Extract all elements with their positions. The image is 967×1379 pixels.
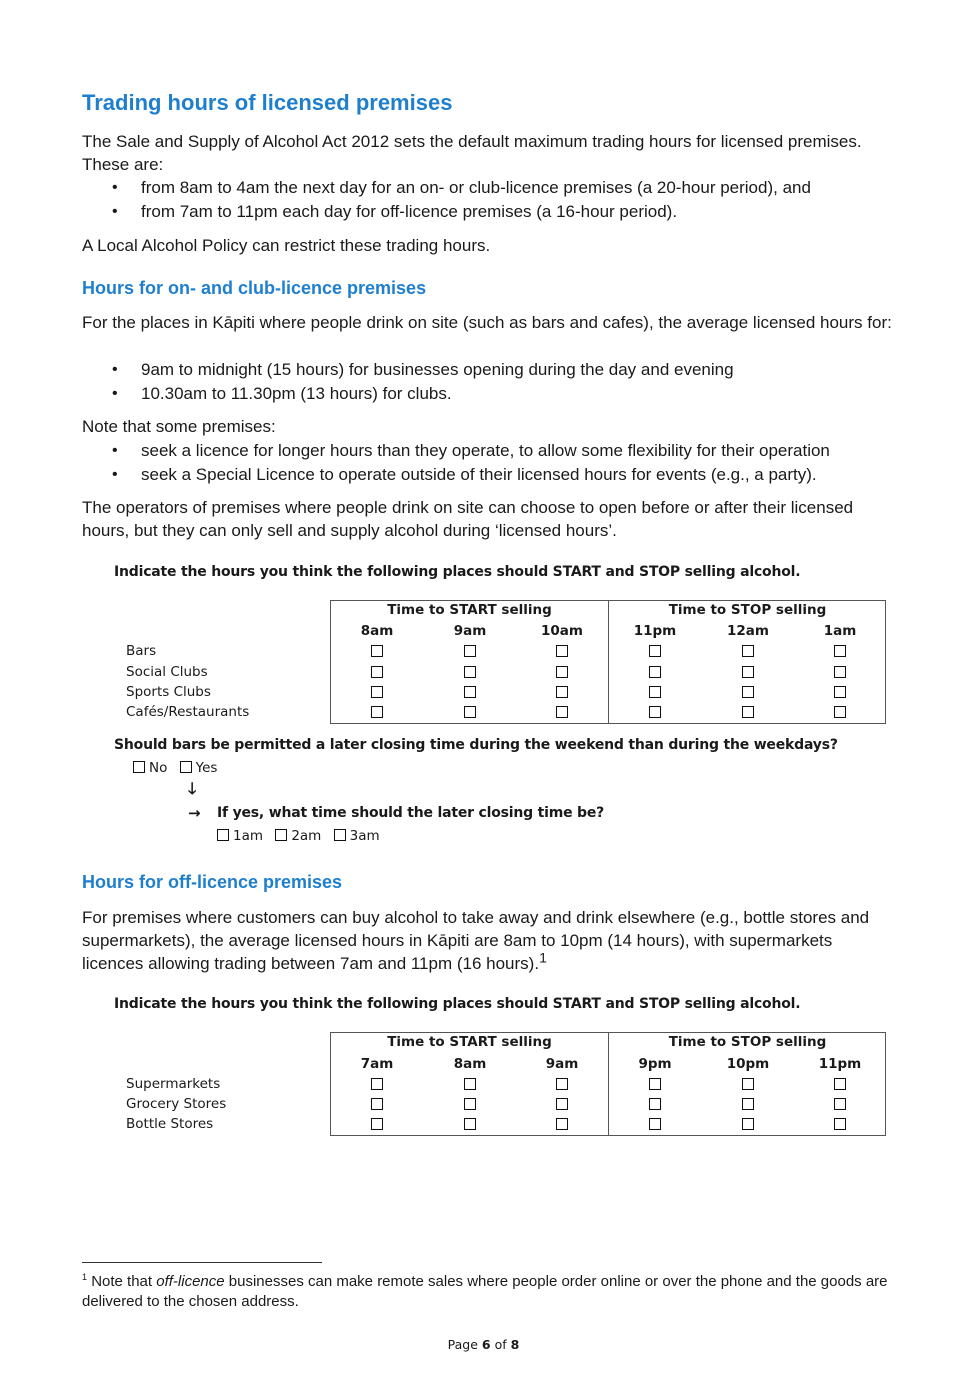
on-licence-bullet: • 9am to midnight (15 hours) for businesses opening during the day and evening	[82, 358, 902, 382]
checkbox[interactable]	[556, 1118, 568, 1130]
option-label: 1am	[233, 828, 264, 844]
option-label: 2am	[291, 828, 322, 844]
start-selling-header: Time to START selling	[387, 1034, 552, 1050]
checkbox[interactable]	[742, 1118, 754, 1130]
checkbox[interactable]	[556, 1098, 568, 1110]
checkbox[interactable]	[649, 645, 661, 657]
checkbox[interactable]	[464, 1098, 476, 1110]
option-label: 3am	[349, 828, 380, 844]
intro-paragraph: The Sale and Supply of Alcohol Act 2012 sets the default maximum trading hours for licensed premises. These are:	[82, 132, 862, 174]
checkbox[interactable]	[742, 706, 754, 718]
checkbox[interactable]	[834, 706, 846, 718]
checkbox[interactable]	[464, 645, 476, 657]
checkbox[interactable]	[334, 829, 346, 841]
checkbox[interactable]	[742, 1098, 754, 1110]
column-header: 12am	[727, 623, 769, 639]
arrow-right-icon: →	[188, 804, 201, 822]
on-licence-paragraph: For the places in Kāpiti where people drink on site (such as bars and cafes), the average licensed hours for:	[82, 313, 892, 332]
note-bullet-list	[82, 439, 902, 487]
checkbox[interactable]	[464, 1118, 476, 1130]
checkbox[interactable]	[556, 706, 568, 718]
checkbox[interactable]	[834, 686, 846, 698]
checkbox[interactable]	[834, 1098, 846, 1110]
column-header: 8am	[453, 1056, 487, 1072]
option-label: Yes	[195, 760, 218, 776]
checkbox[interactable]	[371, 666, 383, 678]
checkbox[interactable]	[371, 1118, 383, 1130]
column-header: 9pm	[638, 1056, 672, 1072]
column-header: 1am	[823, 623, 857, 639]
checkbox[interactable]	[371, 645, 383, 657]
intro-bullet-list	[82, 176, 902, 224]
off-licence-paragraph-text: For premises where customers can buy alcohol to take away and drink elsewhere (e.g., bottle stores and supermarkets), the average licensed hours in Kāpiti are 8am to 10pm (14 hours), with supermarkets licences allowing trading between 7am and 11pm (16 hours).	[82, 908, 870, 973]
footnote-separator	[82, 1262, 322, 1263]
grid-divider	[608, 601, 609, 723]
off-licence-survey-question: Indicate the hours you think the following places should START and STOP selling alcohol.	[114, 996, 801, 1012]
checkbox[interactable]	[556, 1078, 568, 1090]
grid-row-label: Supermarkets	[126, 1076, 221, 1092]
on-licence-survey-question: Indicate the hours you think the following places should START and STOP selling alcohol.	[114, 564, 801, 580]
checkbox[interactable]	[371, 1078, 383, 1090]
followup-options	[217, 828, 388, 844]
note-bullet: • seek a licence for longer hours than they operate, to allow some flexibility for their operation	[82, 439, 902, 463]
checkbox[interactable]	[371, 1098, 383, 1110]
operators-paragraph: The operators of premises where people drink on site can choose to open before or after their licensed hours, but they can only sell and supply alcohol during ‘licensed hours’.	[82, 498, 854, 540]
of-word: of	[494, 1337, 507, 1352]
weekend-question: Should bars be permitted a later closing time during the weekend than during the weekdays?	[114, 737, 838, 753]
grid-row-label: Cafés/Restaurants	[126, 704, 250, 720]
checkbox[interactable]	[464, 1078, 476, 1090]
total-pages: 8	[510, 1337, 520, 1352]
grid-row-label: Bars	[126, 643, 157, 659]
checkbox[interactable]	[834, 1118, 846, 1130]
on-licence-heading: Hours for on- and club-licence premises	[82, 278, 427, 298]
on-licence-bullet-list	[82, 358, 902, 406]
footnote-emphasis: off-licence	[156, 1273, 225, 1290]
followup-question: If yes, what time should the later closing time be?	[217, 805, 605, 821]
column-header: 11pm	[633, 623, 677, 639]
checkbox[interactable]	[742, 1078, 754, 1090]
grid-row-label: Social Clubs	[126, 664, 208, 680]
checkbox[interactable]	[834, 645, 846, 657]
column-header: 11pm	[818, 1056, 862, 1072]
off-licence-heading: Hours for off-licence premises	[82, 872, 343, 892]
on-licence-bullet: • 10.30am to 11.30pm (13 hours) for clubs.	[82, 382, 902, 406]
grid-row-label: Grocery Stores	[126, 1096, 227, 1112]
checkbox[interactable]	[742, 645, 754, 657]
checkbox[interactable]	[649, 706, 661, 718]
arrow-down-icon: 🡓	[188, 779, 197, 798]
intro-bullet: • from 8am to 4am the next day for an on- or club-licence premises (a 20-hour period), and	[82, 176, 902, 200]
note-bullet: • seek a Special Licence to operate outside of their licensed hours for events (e.g., a party).	[82, 463, 902, 487]
page-word: Page	[447, 1337, 478, 1352]
column-header: 10am	[541, 623, 583, 639]
checkbox[interactable]	[834, 1078, 846, 1090]
checkbox[interactable]	[556, 686, 568, 698]
footnote	[82, 1272, 902, 1312]
checkbox[interactable]	[371, 706, 383, 718]
on-licence-hours-grid	[330, 600, 886, 724]
grid-row-label: Bottle Stores	[126, 1116, 214, 1132]
checkbox[interactable]	[742, 686, 754, 698]
stop-selling-header: Time to STOP selling	[668, 1034, 827, 1050]
checkbox[interactable]	[649, 1078, 661, 1090]
column-header: 10pm	[726, 1056, 770, 1072]
checkbox[interactable]	[464, 686, 476, 698]
checkbox[interactable]	[556, 645, 568, 657]
checkbox[interactable]	[275, 829, 287, 841]
grid-row-label: Sports Clubs	[126, 684, 211, 700]
checkbox[interactable]	[649, 1098, 661, 1110]
weekend-options	[133, 760, 225, 776]
start-selling-header: Time to START selling	[387, 602, 552, 618]
stop-selling-header: Time to STOP selling	[668, 602, 827, 618]
checkbox[interactable]	[464, 706, 476, 718]
column-header: 9am	[545, 1056, 579, 1072]
footnote-marker: 1	[82, 1272, 88, 1282]
off-licence-paragraph	[82, 906, 892, 975]
intro-bullet: • from 7am to 11pm each day for off-licence premises (a 16-hour period).	[82, 200, 902, 224]
column-header: 7am	[360, 1056, 394, 1072]
page-title: Trading hours of licensed premises	[82, 90, 453, 115]
page-number	[0, 1337, 967, 1352]
option-label: No	[149, 760, 168, 776]
footnote-text-post: businesses can make remote sales where people order online or over the phone and the goods are delivered to the chosen address.	[82, 1273, 888, 1310]
column-header: 9am	[453, 623, 487, 639]
footnote-text-pre: Note that	[91, 1273, 157, 1290]
checkbox[interactable]	[556, 666, 568, 678]
footnote-reference: 1	[539, 950, 547, 967]
checkbox[interactable]	[180, 761, 192, 773]
checkbox[interactable]	[133, 761, 145, 773]
policy-note: A Local Alcohol Policy can restrict these trading hours.	[82, 236, 491, 255]
checkbox[interactable]	[649, 686, 661, 698]
off-licence-hours-grid	[330, 1032, 886, 1136]
checkbox[interactable]	[217, 829, 229, 841]
note-intro: Note that some premises:	[82, 417, 276, 436]
column-header: 8am	[360, 623, 394, 639]
checkbox[interactable]	[464, 666, 476, 678]
current-page: 6	[481, 1337, 491, 1352]
checkbox[interactable]	[649, 1118, 661, 1130]
checkbox[interactable]	[371, 686, 383, 698]
checkbox[interactable]	[742, 666, 754, 678]
checkbox[interactable]	[834, 666, 846, 678]
checkbox[interactable]	[649, 666, 661, 678]
